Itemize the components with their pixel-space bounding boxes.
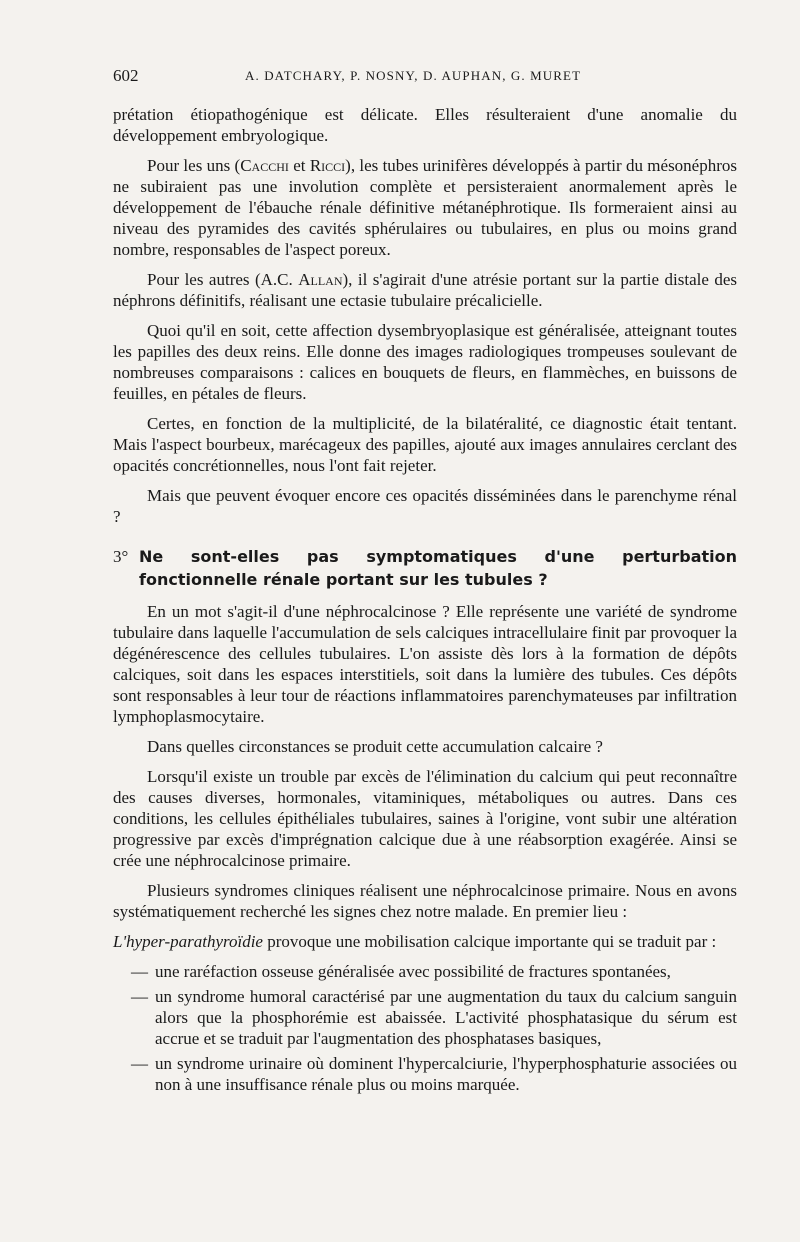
paragraph-1: prétation étiopathogénique est délicate. Elles résulteraient d'une anomalie du développement embryologique.: [113, 105, 737, 145]
p2-rest: ), les tubes urinifères développés à partir du mésonéphros ne subiraient pas une involution complète et persisteraient anormalement après le développement de l'ébauche rénale définitive métanéphrotique. Ils formeraient ainsi au niveau des pyramides des cavités sphérulaires ou tubulaires, en plus ou moins grand nombre, responsables de l'aspect poreux.: [113, 156, 738, 259]
list-item: [113, 986, 737, 1049]
page: [113, 66, 737, 1099]
paragraph-10: Plusieurs syndromes cliniques réalisent une néphrocalcinose primaire. Nous en avons systématiquement recherché les signes chez notre malade. En premier lieu :: [113, 881, 737, 921]
body-text: [113, 104, 737, 1095]
paragraph-5: Certes, en fonction de la multiplicité, de la bilatéralité, ce diagnostic était tentant. Mais l'aspect bourbeux, marécageux des papilles, ajouté aux images annulaires cerclant des opacités concrétionnelles, nous l'ont fait rejeter.: [113, 414, 737, 475]
paragraph-2: [113, 155, 737, 260]
section-title: Ne sont-elles pas symptomatiques d'une perturbation fonctionnelle rénale portant sur les tubules ?: [139, 547, 737, 589]
p3-rest: ), il s'agirait d'une atrésie portant sur la partie distale des néphrons définitifs, réalisant une ectasie tubulaire précalicielle.: [113, 270, 738, 310]
list-item: [113, 1053, 737, 1095]
p2-start: Pour les uns (: [147, 156, 241, 175]
paragraph-6: Mais que peuvent évoquer encore ces opacités disséminées dans le parenchyme rénal ?: [113, 486, 737, 526]
p11-rest: provoque une mobilisation calcique importante qui se traduit par :: [262, 932, 717, 951]
paragraph-4: Quoi qu'il en soit, cette affection dysembryoplasique est généralisée, atteignant toutes les papilles des deux reins. Elle donne des images radiologiques trompeuses soulevant de nombreuses comparaisons : calices en bouquets de fleurs, en flammèches, en buissons de feuilles, en pétales de fleurs.: [113, 321, 737, 403]
page-header: [113, 66, 737, 92]
author-allan: Allan: [298, 270, 343, 289]
paragraph-11: [113, 931, 737, 952]
term-hyperparathyroidie: L'hyper-parathyroïdie: [113, 932, 263, 951]
paragraph-9: Lorsqu'il existe un trouble par excès de l'élimination du calcium qui peut reconnaître des causes diverses, hormonales, vitaminiques, métaboliques ou autres. Dans ces conditions, les cellules épithéliales tubulaires, saines à l'origine, vont subir une altération progressive par excès d'imprégnation calcique due à une réabsorption exagérée. Ainsi se crée une néphrocalcinose primaire.: [113, 767, 737, 870]
dash-marker: —: [131, 1054, 148, 1073]
list-item: [113, 961, 737, 982]
section-number: 3°: [113, 547, 129, 566]
dash-marker: —: [131, 962, 148, 981]
page-number: 602: [113, 66, 139, 85]
paragraph-7: En un mot s'agit-il d'une néphrocalcinose ? Elle représente une variété de syndrome tubulaire dans laquelle l'accumulation de sels calciques intracellulaire finit par provoquer la dégénérescence des cellules tubulaires. L'on assiste dès lors à la formation de dépôts calciques, soit dans les espaces interstitiels, soit dans la lumière des tubules. Ces dépôts sont responsables à leur tour de réactions inflammatoires parenchymateuses par infiltration lymphoplasmocytaire.: [113, 602, 737, 726]
paragraph-3: [113, 269, 737, 311]
list-item-text: une raréfaction osseuse généralisée avec possibilité de fractures spontanées,: [155, 962, 671, 981]
paragraph-8: Dans quelles circonstances se produit cette accumulation calcaire ?: [147, 737, 603, 756]
section-heading: [113, 545, 737, 591]
running-head: A. DATCHARY, P. NOSNY, D. AUPHAN, G. MURET: [245, 68, 582, 83]
list-item-text: un syndrome humoral caractérisé par une augmentation du taux du calcium sanguin alors que la phosphorémie est abaissée. L'activité phosphatasique du sérum est accrue et se traduit par l'augmentation des phosphatases basiques,: [155, 987, 737, 1048]
dash-marker: —: [131, 987, 148, 1006]
p3-start: Pour les autres (A.C.: [147, 270, 299, 289]
author-ricci: Ricci: [309, 156, 346, 175]
list-item-text: un syndrome urinaire où dominent l'hypercalciurie, l'hyperphosphaturie associées ou non à une insuffisance rénale plus ou moins marquée.: [155, 1054, 737, 1094]
p2-et: et: [288, 156, 310, 175]
author-cacchi: Cacchi: [240, 156, 289, 175]
